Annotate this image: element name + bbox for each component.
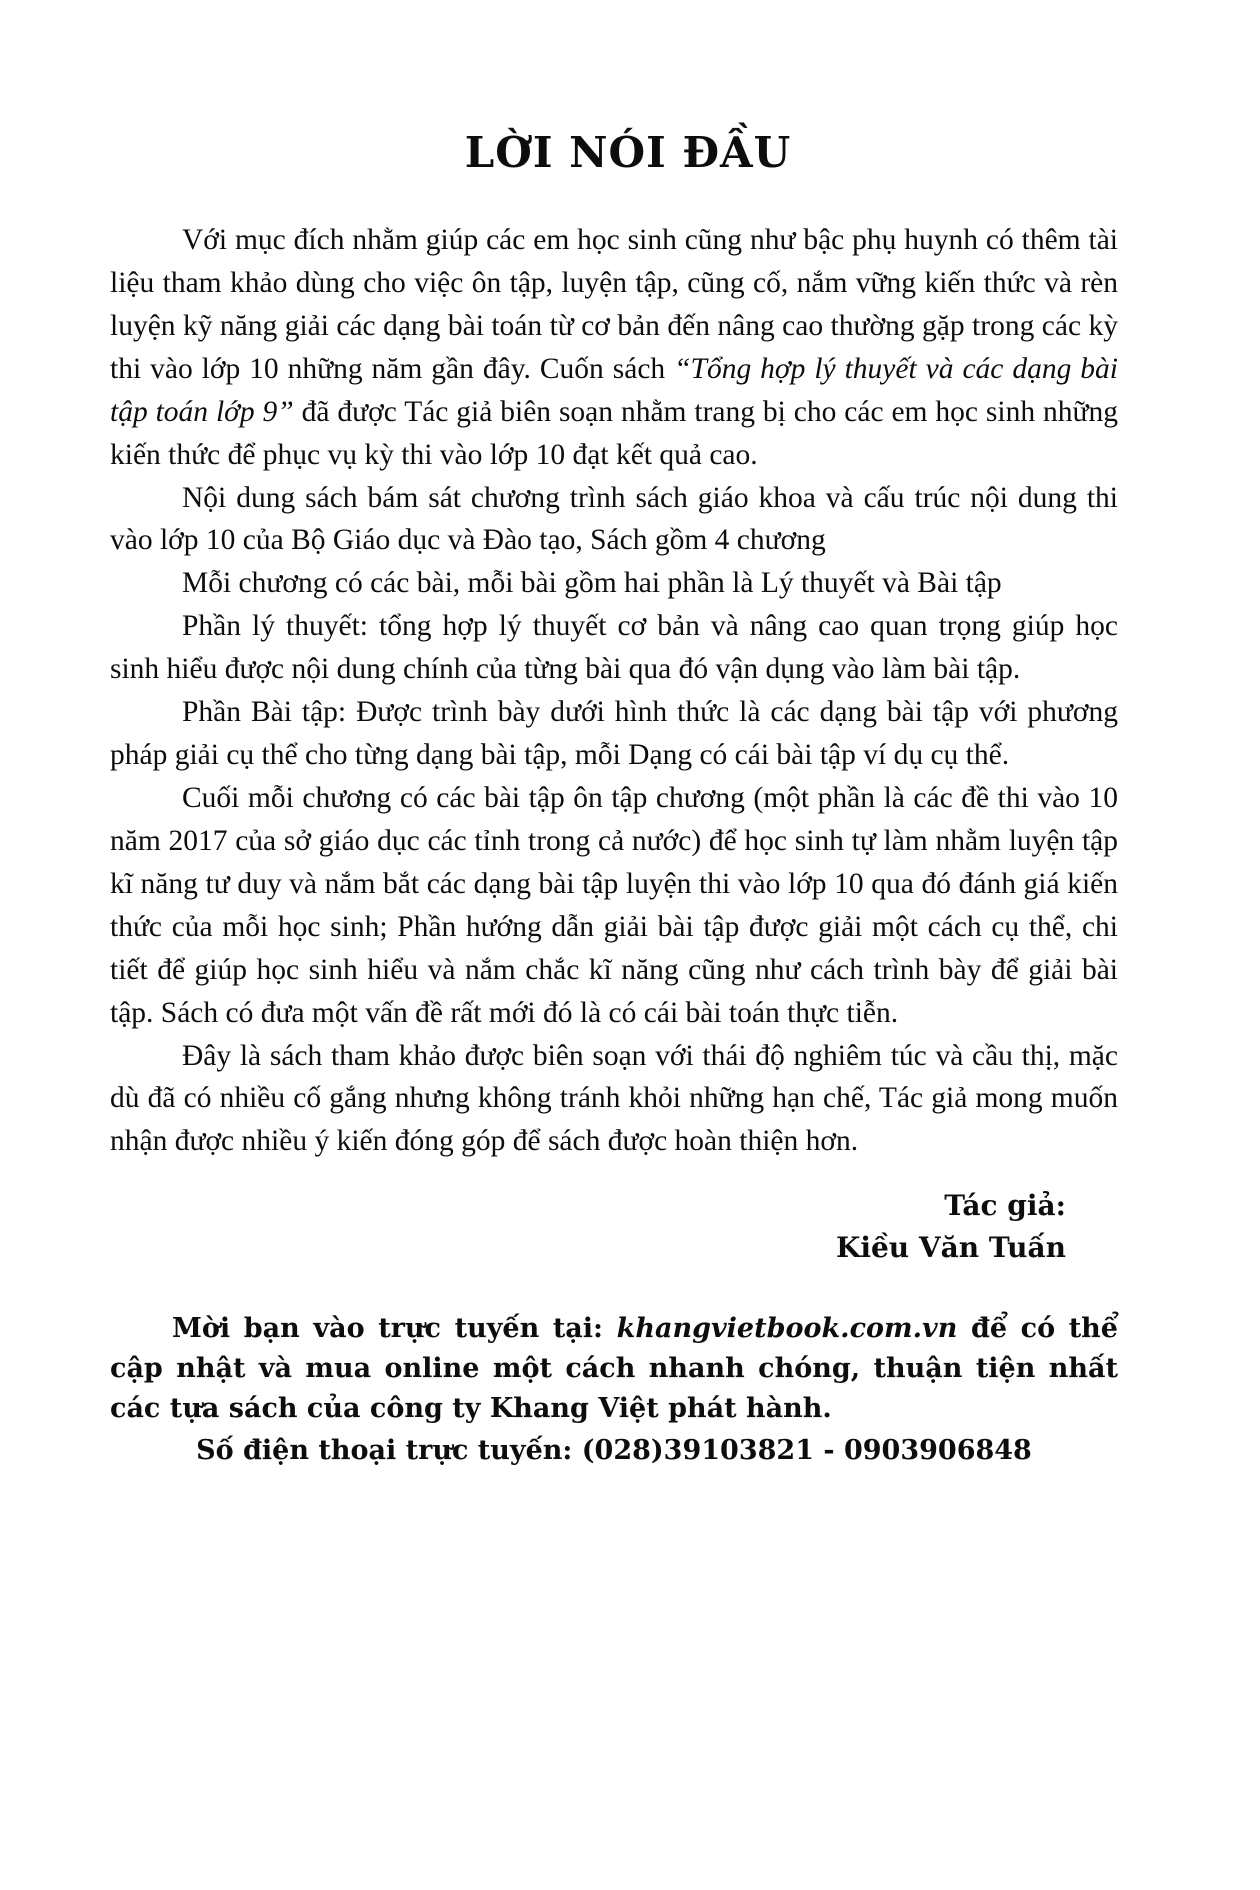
website-link[interactable]: khangvietbook.com.vn [616,1313,958,1345]
text-run: đã được Tác giả biên soạn nhằm trang bị cho các em học sinh những kiến thức để phục vụ kỳ thi vào lớp 10 đạt kết quả cao. [110,395,1118,471]
book-title-italic: “Tổng hợp lý thuyết và các dạng bài tập toán lớp 9” [110,352,1118,428]
promo-phone-line: Số điện thoại trực tuyến: (028)39103821 - 0903906848 [196,1435,1032,1467]
text-run: Mỗi chương có các bài, mỗi bài gồm hai phần là Lý thuyết và Bài tập [182,567,1002,600]
paragraph-purpose [110,219,1118,477]
signature-block [110,1185,1118,1269]
text-run: Phần lý thuyết: tổng hợp lý thuyết cơ bản và nâng cao quan trọng giúp học sinh hiểu được nội dung chính của từng bài qua đó vận dụng vào làm bài tập. [110,610,1118,686]
signature-author-name: Kiều Văn Tuấn [836,1231,1066,1265]
signature-role: Tác giả: [944,1189,1066,1223]
text-run: Phần Bài tập: Được trình bày dưới hình thức là các dạng bài tập với phương pháp giải cụ thể cho từng dạng bài tập, mỗi Dạng có cái bài tập ví dụ cụ thể. [110,696,1118,772]
paragraph-chapter-review [110,777,1118,1035]
paragraph-exercise-part [110,691,1118,777]
page-title: LỜI NÓI ĐẦU [464,128,792,177]
document-body [110,219,1118,1163]
promo-block [110,1309,1118,1471]
paragraph-closing-note [110,1035,1118,1164]
promo-trailing-text: để có thể cập nhật và mua online một cách nhanh chóng, thuận tiện nhất các tựa sách của công ty Khang Việt phát hành. [110,1313,1118,1425]
text-run: Đây là sách tham khảo được biên soạn với thái độ nghiêm túc và cầu thị, mặc dù đã có nhiều cố gắng nhưng không tránh khỏi những hạn chế, Tác giả mong muốn nhận được nhiều ý kiến đóng góp để sách được hoàn thiện hơn. [110,1039,1118,1158]
text-run: Với mục đích nhằm giúp các em học sinh cũng như bậc phụ huynh có thêm tài liệu tham khảo dùng cho việc ôn tập, luyện tập, cũng cố, nắm vững kiến thức và rèn luyện kỹ năng giải các dạng bài toán từ cơ bản đến nâng cao thường gặp trong các kỳ thi vào lớp 10 những năm gần đây. Cuốn sách [110,224,1118,385]
promo-lead-text: Mời bạn vào trực tuyến tại: [172,1313,617,1345]
paragraph-chapter-structure [110,562,1118,605]
text-run: Cuối mỗi chương có các bài tập ôn tập chương (một phần là các đề thi vào 10 năm 2017 của sở giáo dục các tỉnh trong cả nước) để học sinh tự làm nhằm luyện tập kĩ năng tư duy và nắm bắt các dạng bài tập luyện thi vào lớp 10 qua đó đánh giá kiến thức của mỗi học sinh; Phần hướng dẫn giải bài tập được giải một cách cụ thể, chi tiết để giúp học sinh hiểu và nắm chắc kĩ năng cũng như cách trình bày để giải bài tập. Sách có đưa một vấn đề rất mới đó là có cái bài toán thực tiễn. [110,781,1118,1029]
promo-text [110,1309,1118,1429]
text-run: Nội dung sách bám sát chương trình sách giáo khoa và cấu trúc nội dung thi vào lớp 10 của Bộ Giáo dục và Đào tạo, Sách gồm 4 chương [110,481,1118,557]
paragraph-theory-part [110,605,1118,691]
paragraph-content-scope [110,477,1118,563]
